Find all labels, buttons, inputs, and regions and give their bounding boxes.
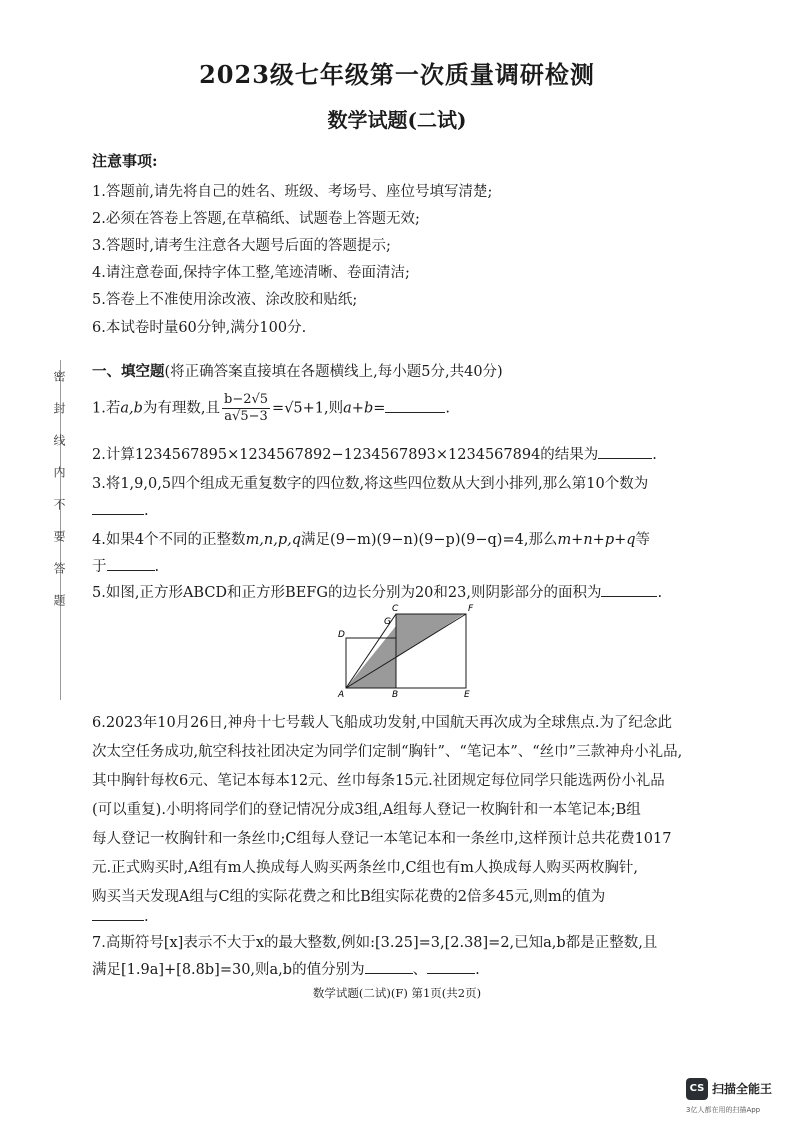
page-footer: 数学试题(二试)(F) 第1页(共2页) [312, 986, 482, 1000]
q5-end: . [657, 585, 663, 601]
question-2 [92, 443, 712, 464]
question-3-line-2 [92, 500, 712, 519]
note-item: 6.本试卷时量60分钟,满分100分. [92, 320, 307, 336]
note-item: 4.请注意卷面,保持字体工整,笔迹清晰、卷面清洁; [92, 265, 410, 281]
q1-numerator: b−2√5 [224, 392, 269, 407]
label-b: B [392, 690, 399, 700]
exam-title: 2023级七年级第一次质量调研检测 [199, 60, 595, 89]
question-1 [92, 392, 712, 425]
section-heading [92, 360, 503, 381]
q7-text: 满足[1.9a]+[8.8b]=30,则a,b的值分别为 [92, 962, 365, 978]
q6-end: . [144, 909, 149, 925]
squares-figure [336, 600, 486, 700]
q3-end: . [144, 503, 149, 519]
scanner-logo-icon: CS [686, 1078, 708, 1100]
q1-ask: a+b= [343, 400, 386, 417]
question-6-line: (可以重复).小明将同学们的登记情况分成3组,A组每人登记一枚胸针和一本笔记本;B组 [92, 802, 641, 818]
q4-text-d: 于 [92, 559, 107, 575]
q2-text: 2.计算1234567895×1234567892−1234567893×1234567894的结果为 [92, 447, 599, 463]
question-4 [92, 528, 712, 549]
shaded-region [346, 626, 396, 688]
question-4-line-2 [92, 555, 712, 576]
q4-vars: m,n,p,q [245, 532, 302, 548]
answer-blank[interactable] [92, 500, 144, 515]
answer-blank[interactable] [385, 398, 445, 413]
seal-line-text: 密封线内不要答题 [52, 370, 66, 626]
label-f: F [468, 604, 474, 614]
q4-text-a: 4.如果4个不同的正整数 [92, 532, 246, 548]
note-item: 2.必须在答卷上答题,在草稿纸、试题卷上答题无效; [92, 211, 420, 227]
q1-fraction [222, 392, 270, 425]
exam-subtitle: 数学试题(二试) [327, 108, 467, 132]
answer-blank[interactable] [601, 582, 657, 597]
q2-end: . [652, 447, 657, 463]
scanner-name: 扫描全能王 [712, 1082, 773, 1096]
q7-separator: 、 [412, 962, 428, 978]
q3-text: 3.将1,9,0,5四个组成无重复数字的四位数,将这些四位数从大到小排列,那么第10个数为 [92, 476, 649, 492]
q5-text: 5.如图,正方形ABCD和正方形BEFG的边长分别为20和23,则阴影部分的面积为 [92, 585, 602, 601]
label-e: E [464, 690, 470, 700]
label-g: G [384, 617, 391, 627]
q4-end: . [154, 559, 160, 575]
q1-denominator: a√5−3 [224, 409, 268, 424]
question-6-answer-line [92, 906, 712, 925]
q4-text-b: 满足(9−m)(9−n)(9−p)(9−q)=4,那么 [301, 532, 558, 548]
scanner-tagline: 3亿人都在用的扫描App [686, 1106, 761, 1114]
answer-blank[interactable] [92, 906, 144, 921]
q1-rest: =√5+1,则 [272, 400, 344, 417]
question-7: 7.高斯符号[x]表示不大于x的最大整数,例如:[3.25]=3,[2.38]=2,已知a,b都是正整数,且 [92, 935, 658, 951]
question-6-line: 次太空任务成功,航空科技社团决定为同学们定制“胸针”、“笔记本”、“丝巾”三款神舟小礼品, [92, 744, 683, 760]
section-desc: (将正确答案直接填在各题横线上,每小题5分,共40分) [164, 364, 503, 380]
question-6: 6.2023年10月26日,神舟十七号载人飞船成功发射,中国航天再次成为全球焦点.为了纪念此 [92, 715, 672, 731]
answer-blank[interactable] [598, 444, 652, 459]
question-7-line-2 [92, 958, 712, 979]
q1-vars: a,b [120, 400, 143, 417]
q7-end: . [475, 962, 480, 978]
label-c: C [392, 604, 399, 614]
q1-mid: 为有理数,且 [142, 400, 220, 417]
section-title: 一、填空题 [92, 363, 165, 380]
q1-end: . [445, 400, 450, 417]
label-a: A [338, 690, 345, 700]
answer-blank[interactable] [365, 959, 413, 974]
label-d: D [338, 630, 345, 640]
note-item: 1.答题前,请先将自己的姓名、班级、考场号、座位号填写清楚; [92, 184, 493, 200]
q4-text-c: 等 [635, 532, 651, 548]
notes-heading: 注意事项: [92, 152, 158, 170]
note-item: 3.答题时,请考生注意各大题号后面的答题提示; [92, 238, 391, 254]
scanner-watermark [686, 1078, 786, 1118]
question-6-line: 元.正式购买时,A组有m人换成每人购买两条丝巾,C组也有m人换成每人购买两枚胸针, [92, 860, 638, 876]
answer-blank[interactable] [107, 556, 155, 571]
question-6-line: 其中胸针每枚6元、笔记本每本12元、丝巾每条15元.社团规定每位同学只能选两份小礼品 [92, 773, 665, 789]
note-item: 5.答卷上不准使用涂改液、涂改胶和贴纸; [92, 292, 358, 308]
question-6-line: 购买当天发现A组与C组的实际花费之和比B组实际花费的2倍多45元,则m的值为 [92, 889, 606, 905]
answer-blank[interactable] [427, 959, 475, 974]
question-3 [92, 472, 712, 493]
question-6-line: 每人登记一枚胸针和一条丝巾;C组每人登记一本笔记本和一条丝巾,这样预计总共花费1017 [92, 831, 672, 847]
q4-sum: m+n+p+q [557, 532, 636, 548]
q1-prefix: 1.若 [92, 400, 121, 417]
question-5 [92, 581, 712, 602]
